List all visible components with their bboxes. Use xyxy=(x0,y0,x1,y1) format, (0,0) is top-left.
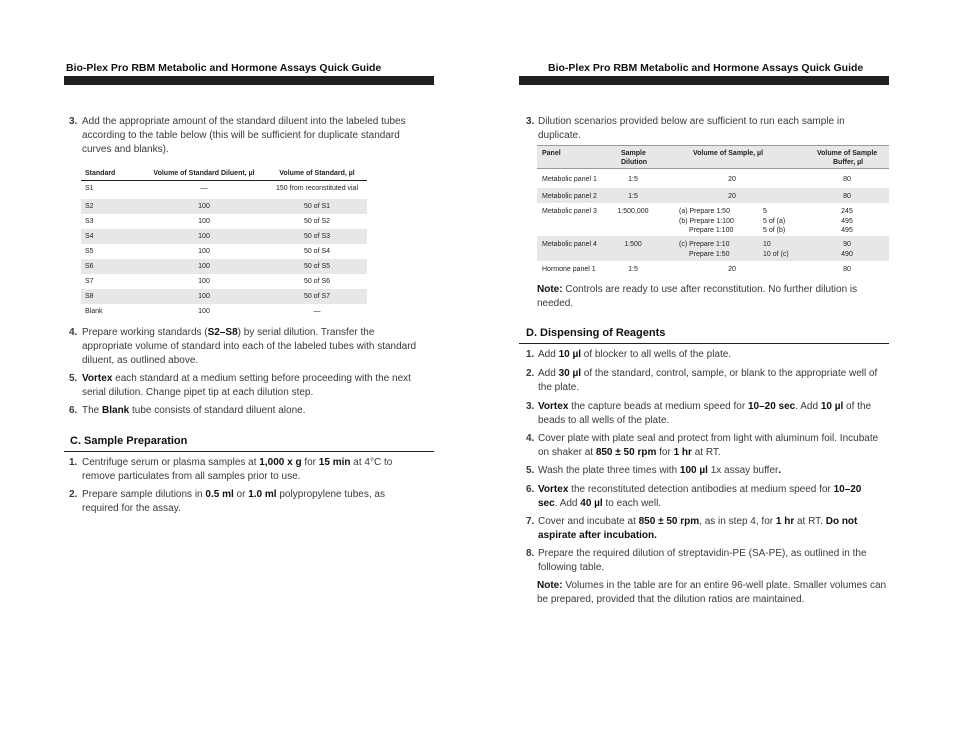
cell-diluent: — xyxy=(200,185,208,192)
step-text: at 4°C to remove particulates from all samples prior to use. xyxy=(82,457,393,482)
step-text: or xyxy=(233,489,249,500)
step-emphasis: 10 µl xyxy=(820,401,844,412)
section-title-c: C. Sample Preparation xyxy=(70,435,188,447)
step-number: 6. xyxy=(526,484,535,495)
step-text: Add xyxy=(538,368,559,379)
running-head: Bio-Plex Pro RBM Metabolic and Hormone Assays Quick Guide xyxy=(548,62,864,74)
cell-volume: 50 of S3 xyxy=(303,233,331,240)
header-bar xyxy=(64,76,434,85)
step-emphasis: 1 hr xyxy=(775,516,795,527)
step-emphasis: 15 min xyxy=(318,457,351,468)
running-head: Bio-Plex Pro RBM Metabolic and Hormone Assays Quick Guide xyxy=(66,62,382,74)
step-text: , as in step 4, for xyxy=(699,516,776,527)
cell-diluent: 100 xyxy=(198,203,210,210)
cell-buffer: 80 xyxy=(843,266,851,273)
step-d5 xyxy=(526,464,881,478)
step-text: Add xyxy=(538,349,559,360)
cell-standard: Blank xyxy=(85,308,103,315)
step-emphasis: Blank xyxy=(102,405,130,416)
step-number: 4. xyxy=(69,327,78,338)
step-5 xyxy=(69,372,434,400)
table-row xyxy=(81,259,367,274)
step-3 xyxy=(526,115,876,143)
table-row xyxy=(537,171,889,188)
step-text: for xyxy=(301,457,319,468)
cell-standard: S7 xyxy=(85,278,94,285)
step-text: tube consists of standard diluent alone. xyxy=(129,405,306,416)
header-volume: Volume of Sample, µl xyxy=(693,150,764,157)
step-text: for xyxy=(656,447,674,458)
cell-buffer: 245 xyxy=(841,208,853,215)
step-4 xyxy=(69,326,419,368)
step-d2 xyxy=(526,367,881,395)
step-number: 2. xyxy=(526,368,535,379)
step-text: Dilution scenarios provided below are sufficient to run each sample in duplicate. xyxy=(538,116,845,141)
step-c2 xyxy=(69,488,419,516)
step-text: of the standard, control, sample, or blank to the appropriate well of the plate. xyxy=(538,368,878,393)
table-row xyxy=(81,304,367,319)
step-text: 1x assay buffer xyxy=(707,465,779,476)
step-emphasis: 10–20 sec xyxy=(538,484,862,509)
step-emphasis: Vortex xyxy=(538,401,569,412)
cell-dilution: 1:5 xyxy=(628,176,638,183)
cell-volume-amount: 10 of (c) xyxy=(763,250,789,258)
step-6 xyxy=(69,404,419,418)
step-text: Cover plate with plate seal and protect from light with aluminum foil. Incubate on shaker at xyxy=(538,433,879,458)
table-header xyxy=(81,166,367,181)
step-number: 6. xyxy=(69,405,78,416)
step-emphasis: 1 hr xyxy=(673,447,692,458)
cell-volume: 20 xyxy=(728,176,736,183)
cell-volume: 20 xyxy=(728,193,736,200)
cell-volume: 150 from reconstituted vial xyxy=(275,185,359,192)
step-d8 xyxy=(526,547,881,575)
cell-volume: 50 of S1 xyxy=(303,203,331,210)
step-text: Add the appropriate amount of the standard diluent into the labeled tubes according to the table below (this will be sufficient for duplicate standard curves and blanks). xyxy=(82,116,406,155)
step-d3 xyxy=(526,400,881,428)
step-emphasis: 1.0 ml xyxy=(248,489,277,500)
step-number: 1. xyxy=(69,457,78,468)
header-panel: Panel xyxy=(542,150,561,157)
step-text: The xyxy=(82,405,103,416)
note-label: Note: xyxy=(537,580,563,591)
note-controls xyxy=(537,283,889,311)
step-emphasis: 850 ± 50 rpm xyxy=(595,447,657,458)
cell-volume: 50 of S7 xyxy=(303,293,331,300)
step-number: 5. xyxy=(526,465,535,476)
step-text: Centrifuge serum or plasma samples at xyxy=(82,457,260,468)
step-emphasis: 0.5 ml xyxy=(205,489,234,500)
step-number: 7. xyxy=(526,516,535,527)
cell-diluent: 100 xyxy=(198,248,210,255)
cell-volume-amount: 5 of (b) xyxy=(763,227,786,234)
step-emphasis: 10 µl xyxy=(558,349,582,360)
step-emphasis: 850 ± 50 rpm xyxy=(638,516,700,527)
step-number: 5. xyxy=(69,373,78,384)
step-text: polypropylene tubes, as required for the assay. xyxy=(82,489,385,514)
table-row xyxy=(537,203,889,236)
header-dilution-2: Dilution xyxy=(621,159,648,166)
cell-buffer: 490 xyxy=(841,250,853,258)
table-row xyxy=(81,244,367,259)
step-text: the capture beads at medium speed for xyxy=(568,401,748,412)
cell-volume: 50 of S4 xyxy=(303,248,331,255)
step-text: Cover and incubate at xyxy=(538,516,639,527)
cell-volume-step: (c) Prepare 1:10 xyxy=(679,241,730,248)
note-volumes xyxy=(537,579,889,607)
cell-standard: S1 xyxy=(85,185,94,192)
table-row xyxy=(537,236,889,261)
cell-panel: Metabolic panel 4 xyxy=(542,241,597,248)
step-text: Prepare sample dilutions in xyxy=(82,489,206,500)
cell-volume-amount: 5 of (a) xyxy=(763,217,786,225)
step-number: 3. xyxy=(526,401,535,412)
cell-standard: S5 xyxy=(85,248,94,255)
step-text: . Add xyxy=(795,401,821,412)
step-emphasis: Do not aspirate after incubation. xyxy=(538,516,858,541)
cell-volume: 50 of S2 xyxy=(303,218,331,225)
cell-panel: Metabolic panel 2 xyxy=(542,193,597,200)
step-d7 xyxy=(526,515,881,543)
cell-buffer: 90 xyxy=(843,241,851,248)
step-text: each standard at a medium setting before proceeding with the next serial dilution. Change pipet tip at each dilution step. xyxy=(82,373,411,398)
cell-volume-step: Prepare 1:100 xyxy=(689,227,734,234)
cell-standard: S3 xyxy=(85,218,94,225)
table-row xyxy=(81,214,367,229)
step-emphasis: Vortex xyxy=(538,484,569,495)
step-text: Prepare the required dilution of streptavidin-PE (SA-PE), as outlined in the following table. xyxy=(538,548,867,573)
table-row xyxy=(537,188,889,203)
cell-buffer: 495 xyxy=(841,217,853,225)
cell-dilution: 1:5 xyxy=(628,193,638,200)
step-c1 xyxy=(69,456,419,484)
cell-standard: S4 xyxy=(85,233,94,240)
step-text: to each well. xyxy=(602,498,662,509)
table-row xyxy=(81,289,367,304)
step-text: Prepare working standards ( xyxy=(82,327,208,338)
table-row xyxy=(81,199,367,214)
step-d4 xyxy=(526,432,881,460)
cell-panel: Metabolic panel 1 xyxy=(542,176,597,183)
section-rule xyxy=(64,451,434,452)
step-emphasis: 100 µl xyxy=(679,465,708,476)
step-text: of the beads to all wells of the plate. xyxy=(538,401,872,426)
step-text: ) by serial dilution. Transfer the appropriate volume of standard into each of the labeled tubes with standard diluent, as outlined above. xyxy=(82,327,417,366)
cell-standard: S6 xyxy=(85,263,94,270)
step-emphasis: 40 µl xyxy=(580,498,603,509)
step-d6 xyxy=(526,483,881,511)
step-emphasis: 30 µl xyxy=(558,368,582,379)
step-text: Wash the plate three times with xyxy=(538,465,680,476)
step-text: at RT. xyxy=(794,516,826,527)
cell-diluent: 100 xyxy=(198,233,210,240)
cell-volume: 50 of S5 xyxy=(303,263,331,270)
cell-diluent: 100 xyxy=(198,278,210,285)
step-text: of blocker to all wells of the plate. xyxy=(581,349,732,360)
cell-dilution: 1:500 xyxy=(624,241,642,248)
cell-volume-step: (a) Prepare 1:50 xyxy=(679,208,730,215)
note-label: Note: xyxy=(537,284,563,295)
step-emphasis: S2–S8 xyxy=(207,327,238,338)
cell-volume-step: Prepare 1:50 xyxy=(689,250,730,258)
header-buffer-2: Buffer, µl xyxy=(833,159,864,166)
header-diluent: Volume of Standard Diluent, µl xyxy=(153,170,255,177)
note-text: Controls are ready to use after reconstitution. No further dilution is needed. xyxy=(537,284,858,309)
step-number: 3. xyxy=(526,116,535,127)
cell-panel: Hormone panel 1 xyxy=(542,266,596,273)
cell-volume-amount: 10 xyxy=(763,241,771,248)
step-emphasis: Vortex xyxy=(82,373,113,384)
section-title-d: D. Dispensing of Reagents xyxy=(526,327,666,339)
section-rule xyxy=(519,343,889,344)
step-number: 4. xyxy=(526,433,535,444)
step-emphasis: 10–20 sec xyxy=(747,401,796,412)
step-d1 xyxy=(526,348,881,362)
header-buffer-1: Volume of Sample xyxy=(817,150,878,157)
step-number: 1. xyxy=(526,349,535,360)
cell-diluent: 100 xyxy=(198,218,210,225)
step-3 xyxy=(69,115,414,157)
table-header xyxy=(537,145,889,169)
table-row xyxy=(537,261,889,279)
cell-buffer: 495 xyxy=(841,227,853,234)
table-row xyxy=(81,229,367,244)
header-volume: Volume of Standard, µl xyxy=(279,170,355,177)
cell-volume: 50 of S6 xyxy=(303,278,331,285)
step-number: 2. xyxy=(69,489,78,500)
table-row xyxy=(81,181,367,196)
table-row xyxy=(81,274,367,289)
cell-dilution: 1:500,000 xyxy=(617,208,649,215)
sample-dilution-table xyxy=(537,145,889,279)
cell-standard: S8 xyxy=(85,293,94,300)
header-bar xyxy=(519,76,889,85)
header-standard: Standard xyxy=(85,170,116,177)
step-text: the reconstituted detection antibodies at medium speed for xyxy=(568,484,834,495)
step-number: 8. xyxy=(526,548,535,559)
header-dilution-1: Sample xyxy=(621,150,646,157)
cell-buffer: 80 xyxy=(843,176,851,183)
cell-volume-step: (b) Prepare 1:100 xyxy=(679,217,734,225)
cell-volume: — xyxy=(313,308,321,315)
step-emphasis: . xyxy=(778,465,782,476)
cell-diluent: 100 xyxy=(198,263,210,270)
step-text: at RT. xyxy=(691,447,721,458)
cell-diluent: 100 xyxy=(198,293,210,300)
step-number: 3. xyxy=(69,116,78,127)
cell-buffer: 80 xyxy=(843,193,851,200)
cell-volume-amount: 5 xyxy=(763,208,767,215)
cell-standard: S2 xyxy=(85,203,94,210)
note-text: Volumes in the table are for an entire 96-well plate. Smaller volumes can be prepared, provided that the dilution ratios are maintained. xyxy=(537,580,887,605)
cell-diluent: 100 xyxy=(198,308,210,315)
cell-dilution: 1:5 xyxy=(628,266,638,273)
step-text: . Add xyxy=(554,498,581,509)
step-emphasis: 1,000 x g xyxy=(259,457,302,468)
cell-volume: 20 xyxy=(728,266,736,273)
cell-panel: Metabolic panel 3 xyxy=(542,208,597,215)
